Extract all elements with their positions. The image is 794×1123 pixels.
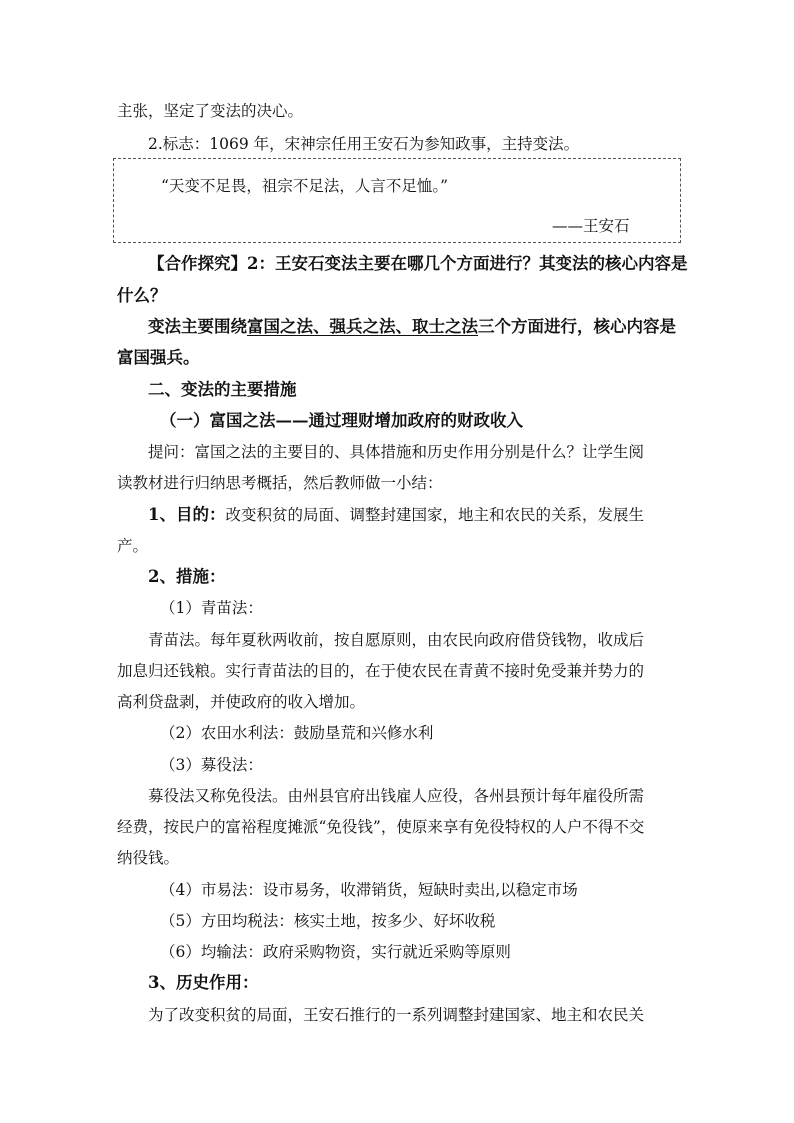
purpose-label: 1、目的： — [148, 505, 226, 524]
quote-text: “天变不足畏，祖宗不足法，人言不足恤。” — [161, 177, 449, 195]
measure-title: （2）农田水利法：鼓励垦荒和兴修水利 — [160, 724, 434, 742]
purpose-text: 改变积贫的局面、调整封建国家，地主和农民的关系，发展生 — [225, 506, 644, 524]
text-line: 为了改变积贫的局面，王安石推行的一系列调整封建国家、地主和农民关 — [148, 1006, 645, 1024]
answer-line — [148, 316, 676, 338]
measures-label: 2、措施： — [148, 567, 226, 586]
text-line: 募役法又称免役法。由州县官府出钱雇人应役，各州县预计每年雇役所需 — [148, 787, 645, 805]
text-line — [148, 133, 579, 155]
quote-author: ——王安石 — [552, 217, 630, 235]
text-line: 加息归还钱粮。实行青苗法的目的，在于使农民在青黄不接时免受兼并势力的 — [117, 662, 645, 680]
text-line: 青苗法。每年夏秋两收前，按自愿原则，由农民向政府借贷钱物，收成后 — [148, 631, 645, 649]
sign-text: 1069 年，宋神宗任用王安石为参知政事，主持变法。 — [209, 135, 580, 153]
answer-underlined: 富国之法、强兵之法、取士之法 — [247, 317, 478, 336]
measure-title: （5）方田均税法：核实土地，按多少、好坏收税 — [160, 912, 496, 930]
text-line: 提问：富国之法的主要目的、具体措施和历史作用分别是什么？让学生阅 — [148, 443, 645, 461]
measure-title: （1）青苗法： — [160, 599, 263, 617]
purpose-line — [148, 504, 644, 526]
measure-title: （3）募役法： — [160, 756, 263, 774]
section-title: 二、变法的主要措施 — [148, 380, 297, 399]
text-line: 高利贷盘剥，并使政府的收入增加。 — [117, 693, 366, 711]
answer-text: 三个方面进行，核心内容是 — [478, 317, 676, 336]
text-line: 读教材进行归纳思考概括，然后教师做一小结： — [117, 474, 443, 492]
subsection-title: （一）富国之法——通过理财增加政府的财政收入 — [160, 411, 523, 430]
answer-line: 富国强兵。 — [117, 348, 200, 367]
text-line: 产。 — [117, 537, 149, 555]
question-line: 【合作探究】2：王安石变法主要在哪几个方面进行？其变法的核心内容是 — [148, 254, 688, 273]
answer-text: 变法主要围绕 — [148, 317, 247, 336]
measure-title: （6）均输法：政府采购物资，实行就近采购等原则 — [160, 943, 511, 961]
text-line: 经费，按民户的富裕程度摊派“免役钱”，使原来享有免役特权的人户不得不交 — [117, 818, 645, 836]
text-line: 主张，坚定了变法的决心。 — [117, 102, 304, 120]
text-line: 纳役钱。 — [117, 849, 180, 867]
effect-label: 3、历史作用： — [148, 973, 259, 992]
question-line: 什么？ — [117, 286, 167, 305]
measure-title: （4）市易法：设市易务，收滞销货，短缺时卖出,以稳定市场 — [160, 881, 578, 899]
sign-label: 2.标志： — [148, 135, 210, 153]
